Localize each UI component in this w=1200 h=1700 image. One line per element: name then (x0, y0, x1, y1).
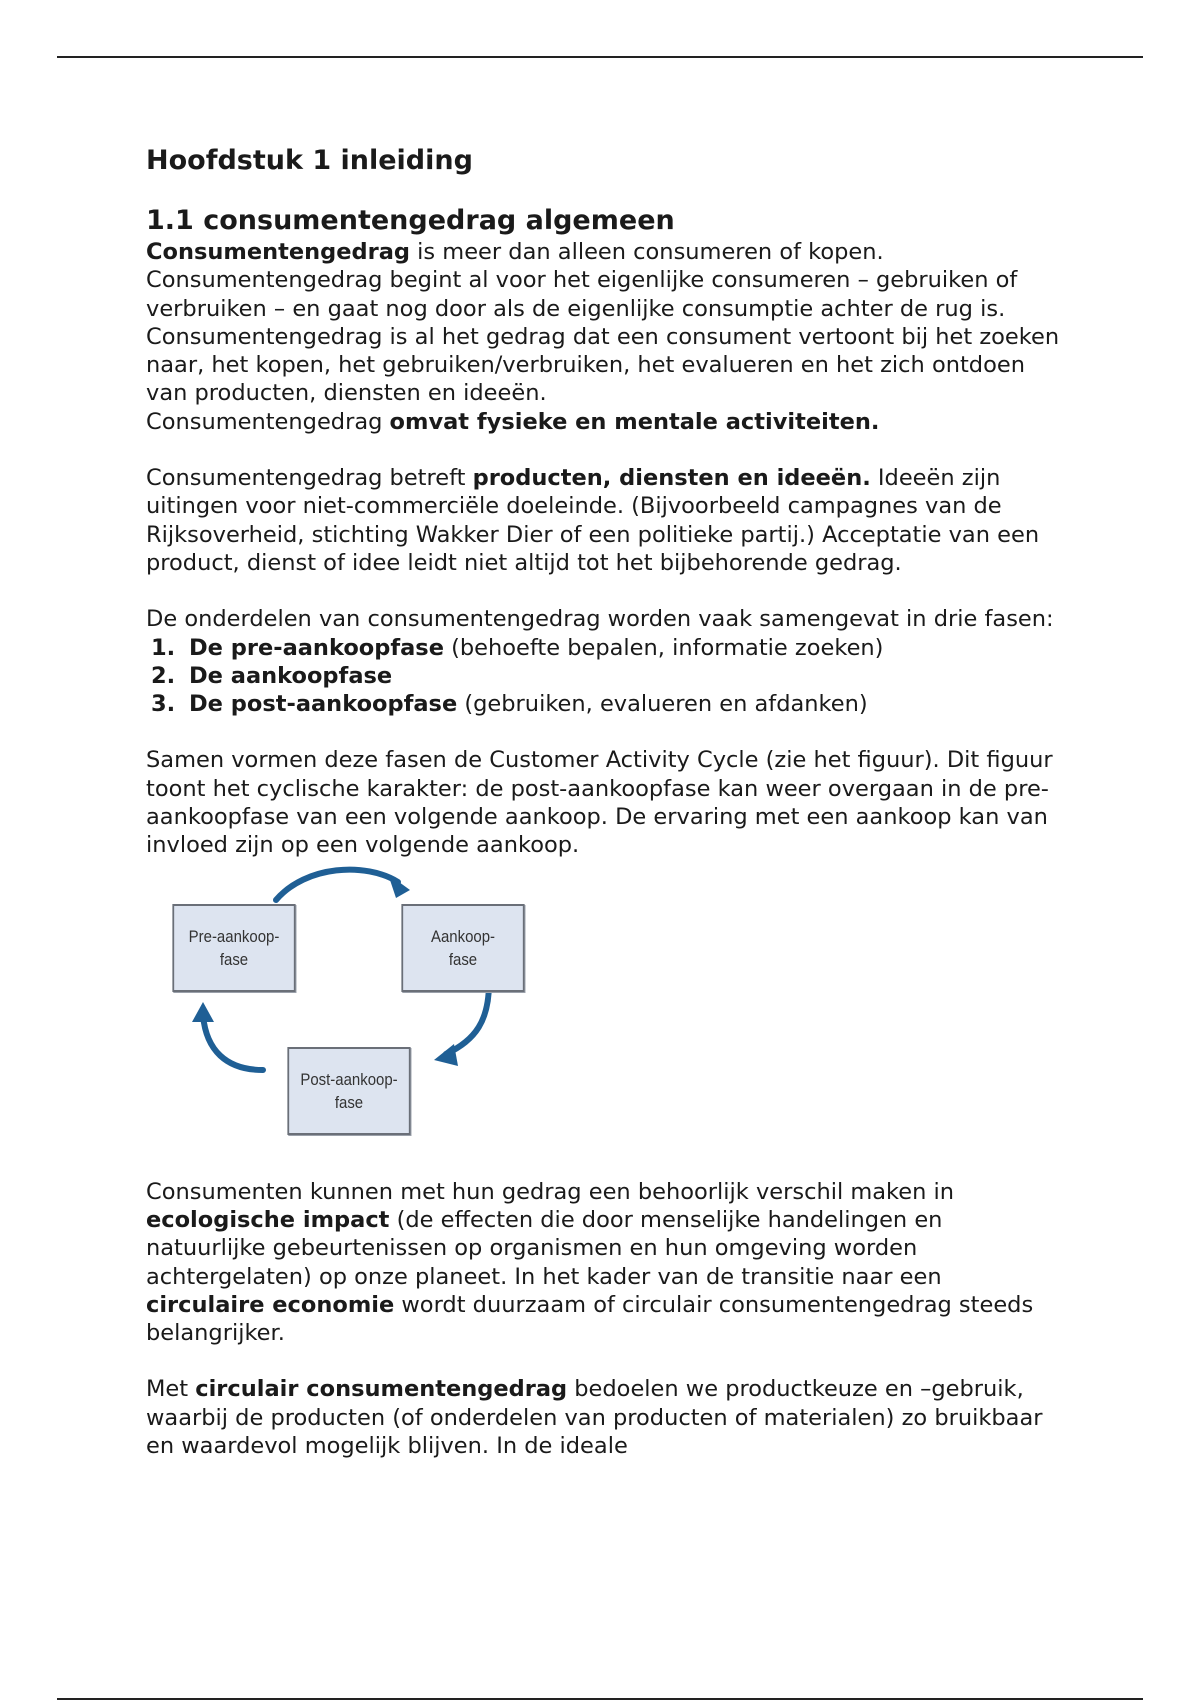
phases-list (146, 634, 1066, 719)
paragraph-circular: Met circulair consumentengedrag bedoelen we productkeuze en –gebruik, waarbij de producten (of onderdelen van producten of materialen) zo bruikbaar en waardevol mogelijk blijven. In de ideale (146, 1376, 1043, 1460)
customer-activity-cycle-diagram (146, 860, 546, 1150)
list-item: 3. De post-aankoopfase (gebruiken, evalueren en afdanken) (183, 690, 1066, 718)
document-body (146, 140, 1066, 1460)
bold-term: circulair consumentengedrag (195, 1376, 568, 1403)
bold-term: circulaire economie (146, 1291, 395, 1318)
bold-term: producten, diensten en ideeën. (472, 465, 871, 492)
chapter-heading: Hoofdstuk 1 inleiding (146, 145, 473, 176)
list-item: 1. De pre-aankoopfase (behoefte bepalen, informatie zoeken) (183, 634, 1066, 662)
phase-box-aankoop: Aankoop- fase (401, 904, 524, 992)
phase-box-pre-aankoop: Pre-aankoop- fase (172, 904, 295, 992)
paragraph-scope: Consumentengedrag betreft producten, diensten en ideeën. Ideeën zijn uitingen voor niet-commerciële doeleinde. (Bijvoorbeeld campagnes van de Rijksoverheid, stichting Wakker Dier of een politieke partij.) Acceptatie van een product, dienst of idee leidt niet altijd tot het bijbehorende gedrag. (146, 465, 1040, 576)
phase-box-post-aankoop: Post-aankoop- fase (287, 1047, 410, 1135)
paragraph-ecological: Consumenten kunnen met hun gedrag een behoorlijk verschil maken in ecologische impact (de effecten die door menselijke handelingen en natuurlijke gebeurtenissen op organismen en hun omgeving worden achtergelaten) op onze planeet. In het kader van de transitie naar een circulaire economie wordt duurzaam of circulair consumentengedrag steeds belangrijker. (146, 1178, 1034, 1347)
bold-term: omvat fysieke en mentale activiteiten. (389, 408, 880, 435)
paragraph-cycle: Samen vormen deze fasen de Customer Activity Cycle (zie het figuur). Dit figuur toont het cyclische karakter: de post-aankoopfase kan weer overgaan in de pre-aankoopfase van een volgende aankoop. De ervaring met een aankoop kan van invloed zijn op een volgende aankoop. (146, 747, 1053, 859)
paragraph-phases-intro: De onderdelen van consumentengedrag worden vaak samengevat in drie fasen: (146, 606, 1054, 633)
section-heading: 1.1 consumentengedrag algemeen (146, 205, 675, 236)
paragraph-definition: Consumentengedrag is meer dan alleen consumeren of kopen. Consumentengedrag begint al voor het eigenlijke consumeren – gebruiken of verbruiken – en gaat nog door als de eigenlijke consumptie achter de rug is. Consumentengedrag is al het gedrag dat een consument vertoont bij het zoeken naar, het kopen, het gebruiken/verbruiken, het evalueren en het zich ontdoen van producten, diensten en ideeën. Consumentengedrag omvat fysieke en mentale activiteiten. (146, 239, 1060, 435)
list-item: 2. De aankoopfase (183, 662, 1066, 690)
bold-term: ecologische impact (146, 1206, 390, 1233)
bold-term: Consumentengedrag (146, 239, 411, 265)
header-rule (57, 56, 1143, 58)
